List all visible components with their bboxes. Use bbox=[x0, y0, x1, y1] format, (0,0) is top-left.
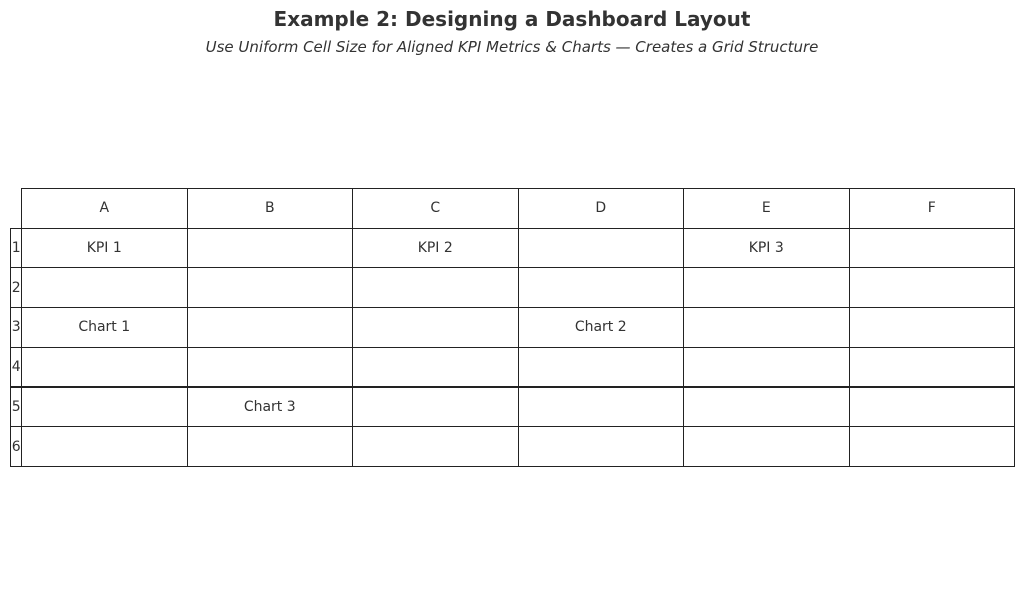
column-header-b: B bbox=[187, 188, 354, 229]
cell-c2 bbox=[352, 267, 519, 308]
page-title: Example 2: Designing a Dashboard Layout bbox=[273, 7, 751, 31]
cell-f4 bbox=[849, 347, 1016, 388]
cell-c6 bbox=[352, 426, 519, 467]
cell-e4 bbox=[683, 347, 850, 388]
cell-f5 bbox=[849, 387, 1016, 428]
cell-e6 bbox=[683, 426, 850, 467]
cell-c1: KPI 2 bbox=[352, 228, 519, 269]
cell-e3 bbox=[683, 307, 850, 348]
cell-b4 bbox=[187, 347, 354, 388]
cell-f2 bbox=[849, 267, 1016, 308]
cell-a2 bbox=[21, 267, 188, 308]
cell-e1: KPI 3 bbox=[683, 228, 850, 269]
cell-d4 bbox=[518, 347, 685, 388]
row-header-3: 3 bbox=[10, 307, 23, 348]
cell-c3 bbox=[352, 307, 519, 348]
cell-a5 bbox=[21, 387, 188, 428]
column-header-c: C bbox=[352, 188, 519, 229]
row-header-4: 4 bbox=[10, 347, 23, 388]
cell-d5 bbox=[518, 387, 685, 428]
cell-d6 bbox=[518, 426, 685, 467]
cell-b5: Chart 3 bbox=[187, 387, 354, 428]
cell-d1 bbox=[518, 228, 685, 269]
cell-d2 bbox=[518, 267, 685, 308]
column-header-d: D bbox=[518, 188, 685, 229]
column-header-a: A bbox=[21, 188, 188, 229]
row-header-6: 6 bbox=[10, 426, 23, 467]
cell-b3 bbox=[187, 307, 354, 348]
cell-f6 bbox=[849, 426, 1016, 467]
column-header-f: F bbox=[849, 188, 1016, 229]
cell-e2 bbox=[683, 267, 850, 308]
column-header-e: E bbox=[683, 188, 850, 229]
cell-c4 bbox=[352, 347, 519, 388]
page-subtitle: Use Uniform Cell Size for Aligned KPI Metrics & Charts — Creates a Grid Structure bbox=[205, 38, 819, 56]
cell-f1 bbox=[849, 228, 1016, 269]
cell-a1: KPI 1 bbox=[21, 228, 188, 269]
row-header-1: 1 bbox=[10, 228, 23, 269]
cell-e5 bbox=[683, 387, 850, 428]
cell-a4 bbox=[21, 347, 188, 388]
cell-f3 bbox=[849, 307, 1016, 348]
cell-b2 bbox=[187, 267, 354, 308]
cell-d3: Chart 2 bbox=[518, 307, 685, 348]
cell-a3: Chart 1 bbox=[21, 307, 188, 348]
row-header-2: 2 bbox=[10, 267, 23, 308]
cell-b6 bbox=[187, 426, 354, 467]
cell-b1 bbox=[187, 228, 354, 269]
cell-c5 bbox=[352, 387, 519, 428]
cell-a6 bbox=[21, 426, 188, 467]
row-header-5: 5 bbox=[10, 387, 23, 428]
